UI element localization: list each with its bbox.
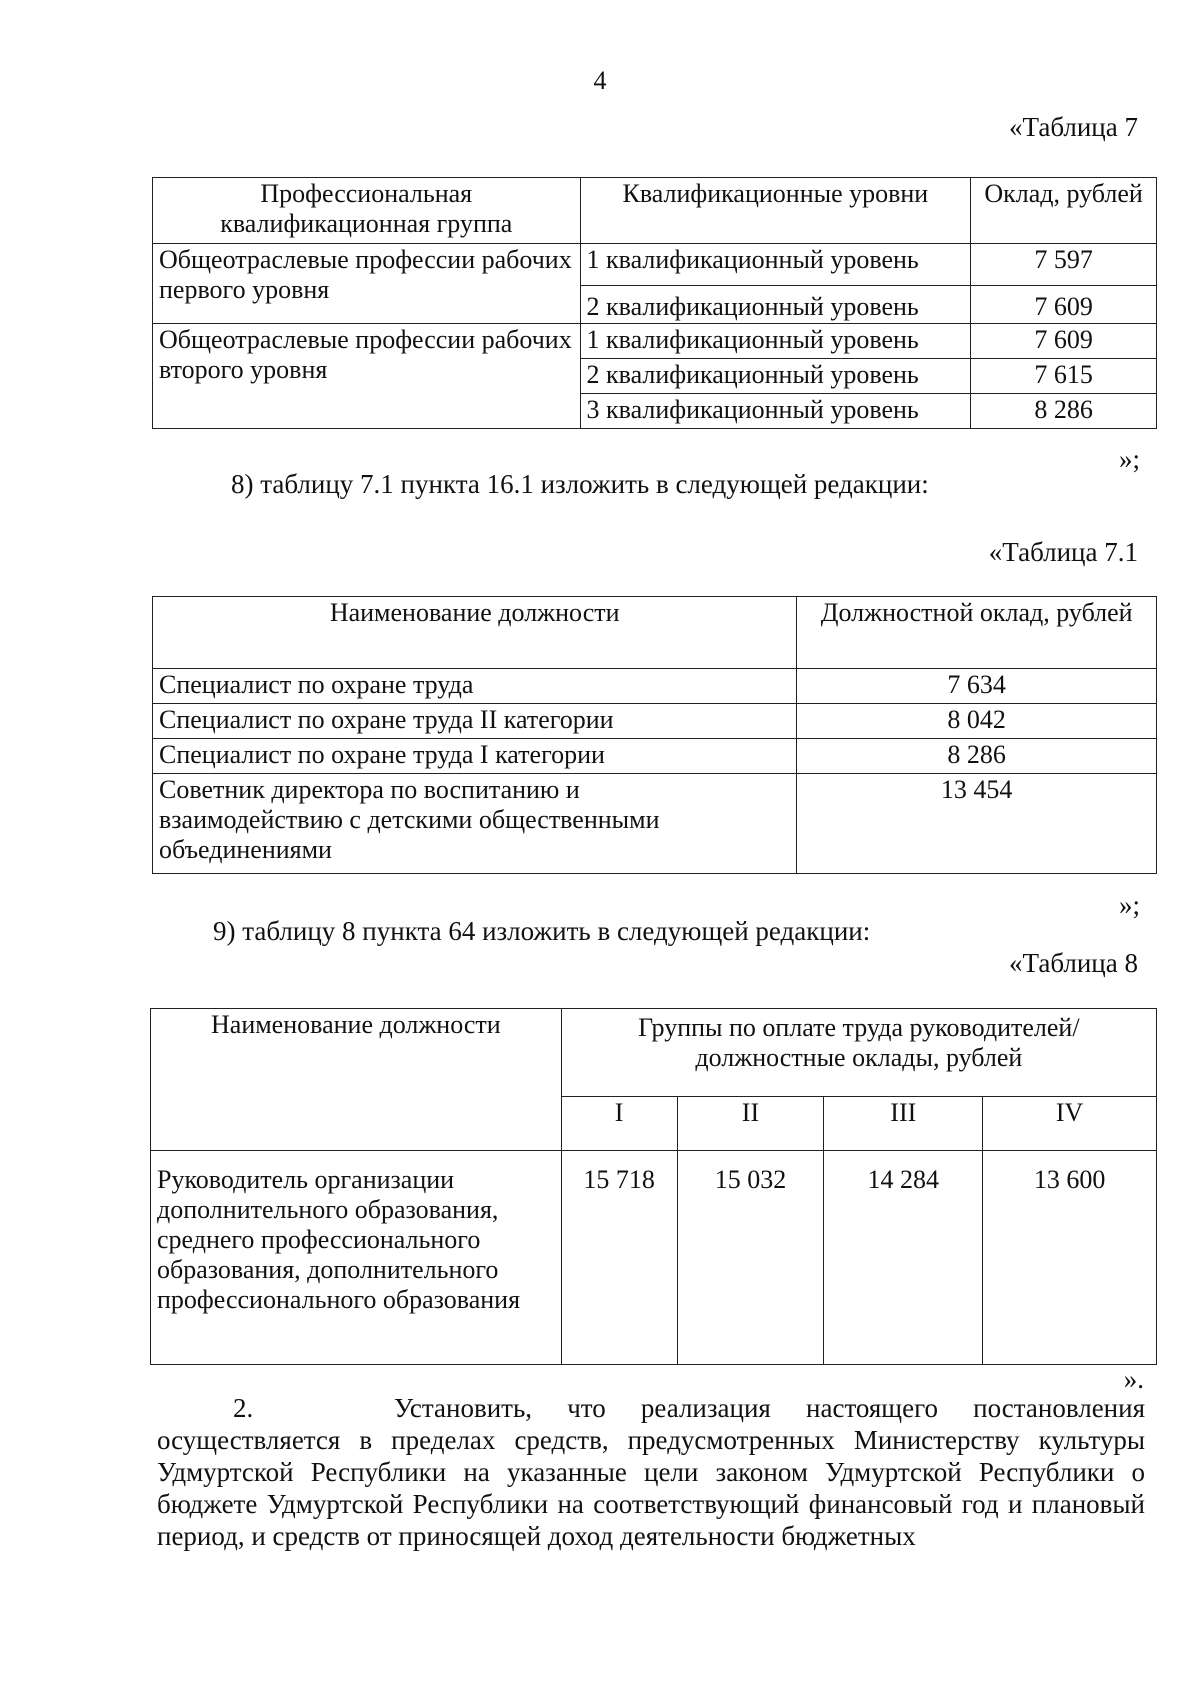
paragraph-2-first-line: 2. Установить, что реализация настоящего постановления xyxy=(233,1393,1145,1423)
table8-closing: ». xyxy=(1123,1364,1144,1394)
item-9-text: 9) таблицу 8 пункта 64 изложить в следующей редакции: xyxy=(213,916,871,946)
table8-group-label: III xyxy=(824,1097,983,1151)
paragraph-2-body: осуществляется в пределах средств, предусмотренных Министерству культуры Удмуртской Республики на указанные цели законом Удмуртской Республики о бюджете Удмуртской Республики на соответствующий финансовый год и плановый период, и средств от приносящей доход деятельности бюджетных xyxy=(157,1425,1145,1551)
table7-salary-cell: 7 597 xyxy=(971,244,1157,286)
table8-header-groups: Группы по оплате труда руководителей/должностные оклады, рублей xyxy=(561,1009,1156,1097)
table8-value-cell: 15 032 xyxy=(677,1151,824,1365)
table7-level-cell: 2 квалификационный уровень xyxy=(580,286,971,324)
table8-group-label: II xyxy=(677,1097,824,1151)
table7 xyxy=(152,177,1157,429)
page-number: 4 xyxy=(593,66,607,95)
table71-caption: «Таблица 7.1 xyxy=(988,537,1138,567)
table7-header-group: Профессиональная квалификационная группа xyxy=(153,178,581,244)
table7-group-2-name: Общеотраслевые профессии рабочих второго уровня xyxy=(153,324,581,429)
table7-level-cell: 1 квалификационный уровень xyxy=(580,244,971,286)
table71-salary-cell: 7 634 xyxy=(797,669,1157,704)
table71-position-cell: Специалист по охране труда xyxy=(153,669,797,704)
table7-header-salary: Оклад, рублей xyxy=(971,178,1157,244)
table8-caption: «Таблица 8 xyxy=(1009,948,1138,978)
table71-position-cell: Советник директора по воспитанию и взаимодействию с детскими общественными объединениями xyxy=(153,774,797,874)
table8-value-cell: 13 600 xyxy=(983,1151,1157,1365)
table8-position-cell: Руководитель организации дополнительного образования, среднего профессионального образования, дополнительного профессионального образования xyxy=(151,1151,562,1365)
table7-caption: «Таблица 7 xyxy=(1009,112,1138,142)
table7-level-cell: 1 квалификационный уровень xyxy=(580,324,971,359)
table7-salary-cell: 7 609 xyxy=(971,324,1157,359)
table7-closing: »; xyxy=(1118,444,1140,474)
table7-header-levels: Квалификационные уровни xyxy=(580,178,971,244)
table8-group-label: IV xyxy=(983,1097,1157,1151)
table71 xyxy=(152,596,1157,874)
table8-header-position: Наименование должности xyxy=(151,1009,562,1151)
table8-value-cell: 15 718 xyxy=(561,1151,677,1365)
table7-level-cell: 2 квалификационный уровень xyxy=(580,359,971,394)
table8-value-cell: 14 284 xyxy=(824,1151,983,1365)
table7-group-1-name: Общеотраслевые профессии рабочих первого уровня xyxy=(153,244,581,324)
table71-header-position: Наименование должности xyxy=(153,597,797,669)
table7-salary-cell: 7 609 xyxy=(971,286,1157,324)
table71-salary-cell: 8 042 xyxy=(797,704,1157,739)
table8-group-label: I xyxy=(561,1097,677,1151)
table71-salary-cell: 8 286 xyxy=(797,739,1157,774)
table7-salary-cell: 8 286 xyxy=(971,394,1157,429)
table71-position-cell: Специалист по охране труда I категории xyxy=(153,739,797,774)
table7-salary-cell: 7 615 xyxy=(971,359,1157,394)
table71-closing: »; xyxy=(1118,890,1140,920)
table71-position-cell: Специалист по охране труда II категории xyxy=(153,704,797,739)
table71-salary-cell: 13 454 xyxy=(797,774,1157,874)
item-8-text: 8) таблицу 7.1 пункта 16.1 изложить в следующей редакции: xyxy=(231,469,929,499)
table7-level-cell: 3 квалификационный уровень xyxy=(580,394,971,429)
table71-header-salary: Должностной оклад, рублей xyxy=(797,597,1157,669)
table8 xyxy=(150,1008,1157,1365)
